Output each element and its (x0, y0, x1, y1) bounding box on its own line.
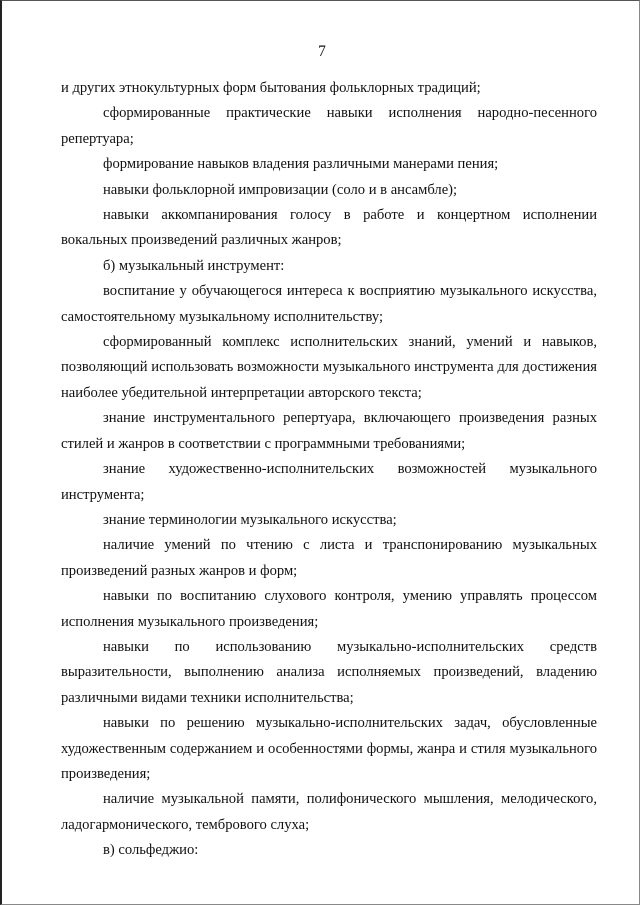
paragraph: навыки по воспитанию слухового контроля, умению управлять процессом исполнения музыкального произведения; (61, 588, 597, 630)
paragraph: навыки аккомпанирования голосу в работе и концертном исполнении вокальных произведений различных жанров; (61, 207, 597, 249)
paragraph: навыки фольклорной импровизации (соло и в ансамбле); (103, 181, 458, 198)
paragraph: б) музыкальный инструмент: (103, 257, 285, 274)
paragraph: воспитание у обучающегося интереса к восприятию музыкального искусства, самостоятельному музыкальному исполнительству; (61, 283, 597, 325)
page-number: 7 (318, 43, 326, 60)
paragraph: в) сольфеджио: (103, 842, 199, 859)
document-body (61, 76, 597, 864)
paragraph: сформированные практические навыки исполнения народно-песенного репертуара; (61, 105, 597, 147)
paragraph: наличие умений по чтению с листа и транспонированию музыкальных произведений разных жанров и форм; (61, 537, 597, 579)
paragraph: навыки по использованию музыкально-исполнительских средств выразительности, выполнению анализа исполняемых произведений, владению различными видами техники исполнительства; (61, 638, 597, 706)
paragraph: и других этнокультурных форм бытования фольклорных традиций; (61, 80, 481, 96)
paragraph: навыки по решению музыкально-исполнительских задач, обусловленные художественным содержанием и особенностями формы, жанра и стиля музыкального произведения; (61, 715, 597, 782)
paragraph: знание художественно-исполнительских возможностей музыкального инструмента; (61, 461, 597, 503)
paragraph: сформированный комплекс исполнительских знаний, умений и навыков, позволяющий использовать возможности музыкального инструмента для достижения наиболее убедительной интерпретации авторского текста; (61, 334, 597, 401)
paragraph: знание терминологии музыкального искусства; (103, 511, 397, 528)
paragraph: знание инструментального репертуара, включающего произведения разных стилей и жанров в соответствии с программными требованиями; (61, 410, 597, 452)
paragraph: наличие музыкальной памяти, полифонического мышления, мелодического, ладогармонического, тембрового слуха; (61, 791, 597, 833)
paragraph: формирование навыков владения различными манерами пения; (103, 156, 499, 173)
